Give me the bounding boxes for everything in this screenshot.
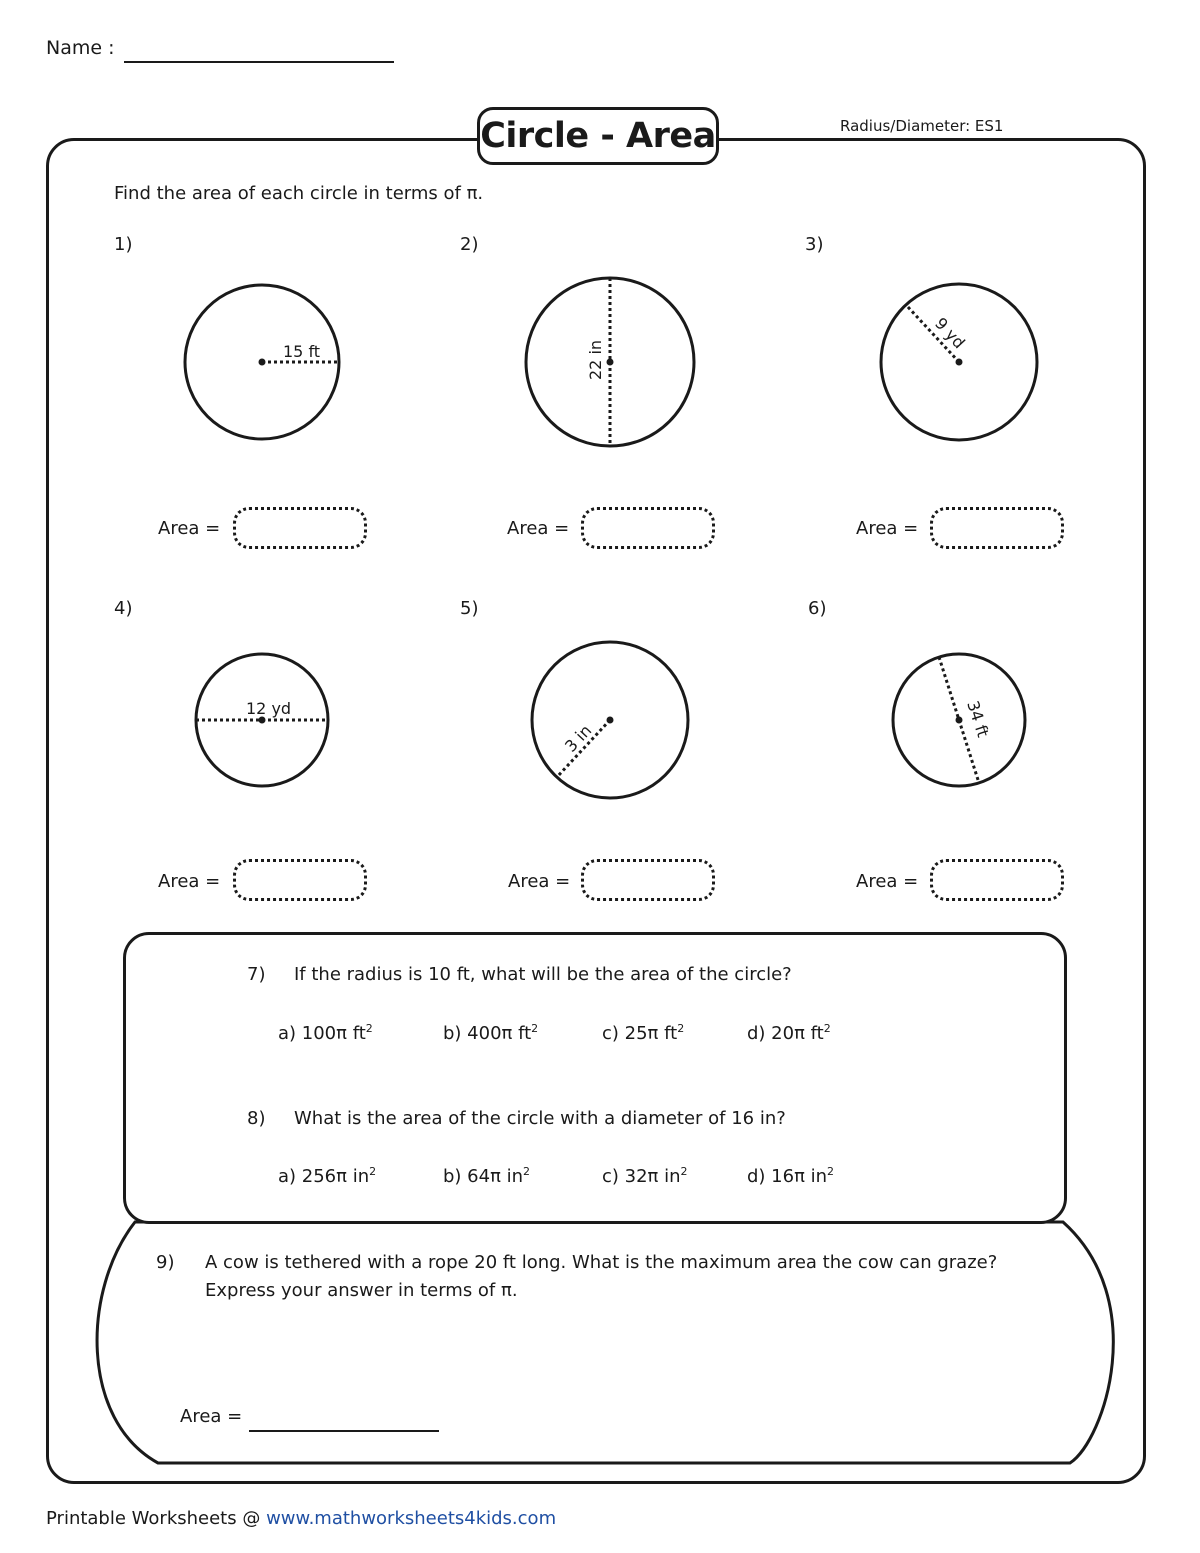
problem-number: 1) [114, 234, 133, 255]
option-7c[interactable]: c) 25π $ft^2$ [602, 1022, 685, 1044]
question-number: 8) [247, 1108, 266, 1129]
area-label: Area = [158, 871, 221, 892]
footer-label: Printable Worksheets @ [46, 1508, 267, 1529]
answer-box-6[interactable] [930, 859, 1064, 901]
area-label: Area = [508, 871, 571, 892]
question-number: 7) [247, 964, 266, 985]
worksheet-code: Radius/Diameter: ES1 [840, 117, 1004, 135]
footer [46, 1508, 556, 1529]
answer-box-5[interactable] [581, 859, 715, 901]
name-label: Name : [46, 37, 115, 59]
option-8c[interactable]: c) 32π $in^2$ [602, 1165, 688, 1187]
footer-link[interactable]: www.mathworksheets4kids.com [266, 1508, 557, 1529]
option-7a[interactable]: a) 100π $ft^2$ [278, 1022, 373, 1044]
measure-label-4: 12 yd [246, 699, 292, 718]
problem-number: 4) [114, 598, 133, 619]
measure-label-2: 22 in [586, 339, 605, 380]
measure-label-5: 3 in [561, 720, 596, 756]
measure-label-6: 34 ft [963, 698, 993, 740]
answer-box-1[interactable] [233, 507, 367, 549]
area-label: Area = [856, 518, 919, 539]
question-number: 9) [156, 1252, 175, 1273]
answer-line-9[interactable] [249, 1430, 439, 1432]
problem-number: 6) [808, 598, 827, 619]
answer-box-2[interactable] [581, 507, 715, 549]
area-label: Area = [158, 518, 221, 539]
question-text: What is the area of the circle with a diameter of 16 in? [294, 1108, 786, 1129]
problem-number: 5) [460, 598, 479, 619]
option-7b[interactable]: b) 400π $ft^2$ [443, 1022, 539, 1044]
problem-number: 2) [460, 234, 479, 255]
area-label: Area = [507, 518, 570, 539]
question-text: If the radius is 10 ft, what will be the area of the circle? [294, 964, 792, 985]
measure-label-3: 9 yd [931, 313, 969, 353]
option-8a[interactable]: a) 256π $in^2$ [278, 1165, 377, 1187]
area-label: Area = [180, 1406, 243, 1427]
option-7d[interactable]: d) 20π $ft^2$ [747, 1022, 831, 1044]
answer-box-3[interactable] [930, 507, 1064, 549]
word-problem-line1: A cow is tethered with a rope 20 ft long. What is the maximum area the cow can graze? [205, 1252, 998, 1273]
problem-number: 3) [805, 234, 824, 255]
word-problem-line2: Express your answer in terms of π. [205, 1280, 518, 1301]
answer-box-4[interactable] [233, 859, 367, 901]
option-8b[interactable]: b) 64π $in^2$ [443, 1165, 531, 1187]
area-label: Area = [856, 871, 919, 892]
instructions: Find the area of each circle in terms of π. [114, 183, 484, 204]
option-8d[interactable]: d) 16π $in^2$ [747, 1165, 835, 1187]
measure-label-1: 15 ft [283, 342, 321, 361]
page-title: Circle - Area [477, 107, 719, 165]
